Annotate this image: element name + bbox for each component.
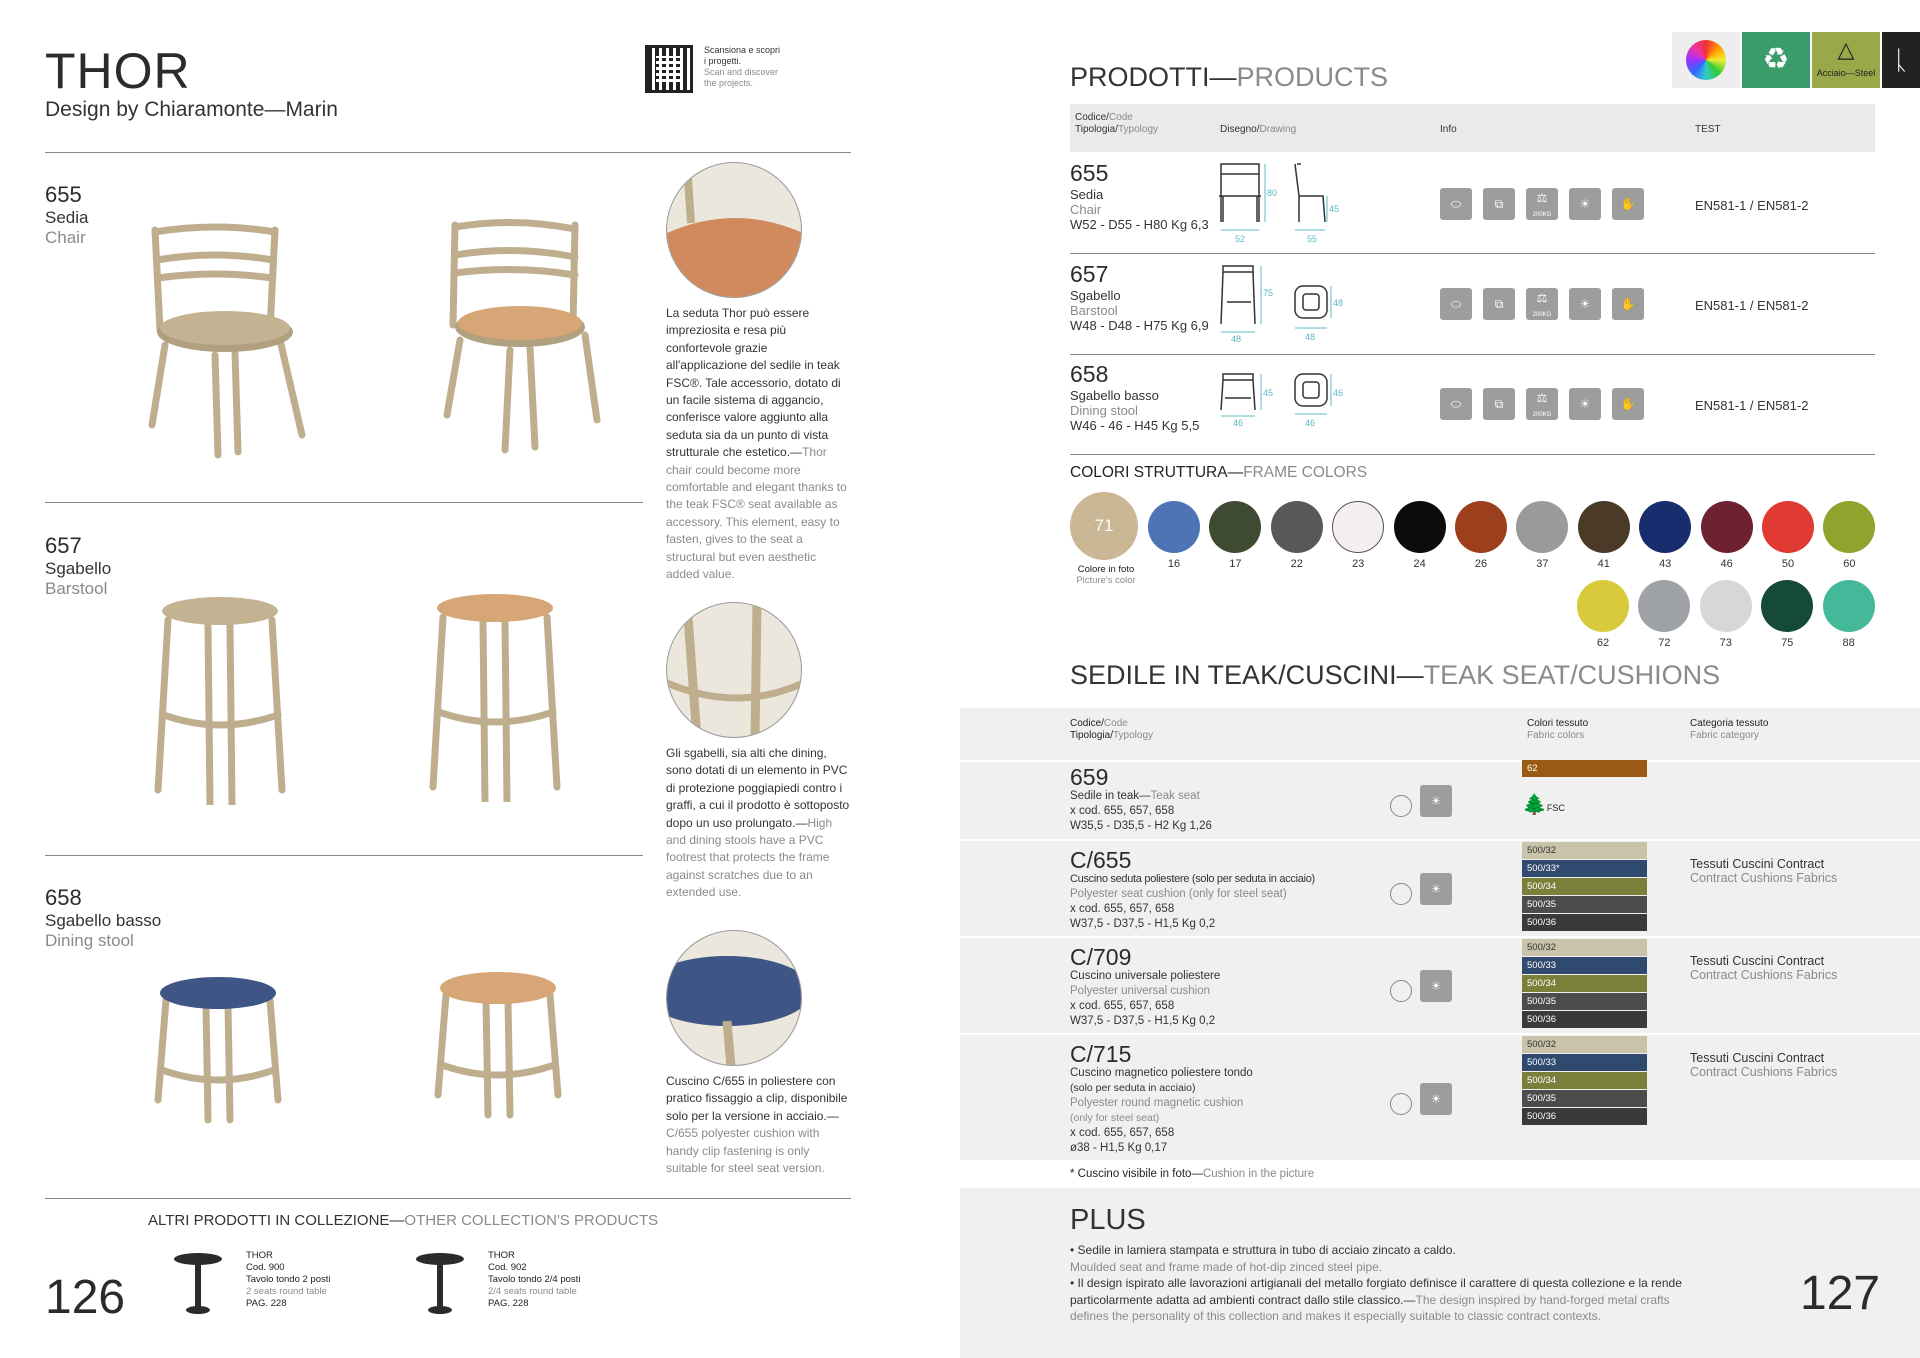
- svg-text:45: 45: [1329, 204, 1340, 214]
- color-swatch-label: 37: [1536, 558, 1549, 570]
- color-swatch: [1700, 580, 1752, 632]
- detail-teak-seat-image: [666, 162, 802, 298]
- seat-shape-icon: ⬭: [1440, 188, 1472, 220]
- teak-cushions-title: SEDILE IN TEAK/CUSCINI—TEAK SEAT/CUSHIONS: [1070, 660, 1721, 690]
- fabric-chip: 500/36: [1522, 1108, 1647, 1125]
- seat-shape-icon: ⬭: [1440, 388, 1472, 420]
- picture-color-swatch: 71: [1070, 492, 1138, 560]
- description-teak-seat: La seduta Thor può essere impreziosita e resa più confortevole grazie all'applicazione del sedile in teak FSC®. Tale accessorio, dotato di un facile sistema di aggancio, conferisce valore aggiunto alla seduta sia da un punto di vista strutturale che estetico.—Thor chair could become more comfortable and elegant thanks to the teak FSC® seat available as accessory. This element, easy to fasten, gives to the seat a structural but even aesthetic added value.: [666, 306, 847, 582]
- fabric-chip: 500/35: [1522, 1090, 1647, 1107]
- drawing-657: [1215, 262, 1365, 344]
- stool-658-teak-image: [428, 970, 568, 1120]
- products-table-header: Codice/Code Tipologia/Typology Disegno/Drawing Info TEST: [1070, 104, 1875, 152]
- color-swatch: [1701, 501, 1753, 553]
- color-wheel-icon: [1672, 32, 1740, 88]
- color-swatch: [1639, 501, 1691, 553]
- weight-label: 200KG: [1532, 412, 1552, 418]
- color-swatch: [1761, 580, 1813, 632]
- fsc-logo: 🌲FSC: [1522, 794, 1565, 816]
- color-swatch-label: 62: [1596, 637, 1610, 649]
- table-900-image: [172, 1253, 224, 1315]
- left-product-657: 657 Sgabello Barstool: [45, 533, 112, 598]
- detail-footrest-image: [666, 602, 802, 738]
- fabric-chip: 500/36: [1522, 914, 1647, 931]
- fabric-chip: 500/35: [1522, 993, 1647, 1010]
- color-swatch: [1271, 501, 1323, 553]
- svg-text:55: 55: [1307, 234, 1318, 244]
- color-swatch: [1638, 580, 1690, 632]
- weight-label: 200KG: [1532, 212, 1552, 218]
- weight-icon: ⚖ 200KG: [1526, 288, 1558, 320]
- color-swatch-label: 16: [1167, 558, 1181, 570]
- color-swatch-label: 43: [1659, 558, 1672, 570]
- test-658: EN581-1 / EN581-2: [1695, 398, 1809, 413]
- page-number-right: 127: [1800, 1267, 1881, 1320]
- left-product-655: 655 Sedia Chair: [45, 182, 89, 247]
- color-swatch-label: 75: [1781, 637, 1794, 649]
- color-swatch-label: 41: [1597, 558, 1610, 570]
- color-swatch-label: 50: [1781, 558, 1795, 570]
- chair-655-steel-image: [140, 220, 320, 465]
- qr-caption: Scansiona e scopri i progetti. Scan and discover the projects.: [704, 45, 781, 88]
- weather-icon: ☀: [1420, 785, 1452, 817]
- fabric-category-c709: Tessuti Cuscini Contract Contract Cushions Fabrics: [1690, 954, 1838, 982]
- fabric-chip: 500/32: [1522, 842, 1647, 859]
- barstool-657-teak-image: [425, 592, 565, 802]
- other-product-900[interactable]: THOR Cod. 900 Tavolo tondo 2 posti 2 seats round table PAG. 228: [246, 1250, 331, 1309]
- fabric-category-c655: Tessuti Cuscini Contract Contract Cushions Fabrics: [1690, 857, 1838, 885]
- weight-label: 200KG: [1532, 312, 1552, 318]
- stool-658-cushion-image: [148, 975, 288, 1125]
- color-swatch-label: 72: [1658, 637, 1671, 649]
- other-product-902[interactable]: THOR Cod. 902 Tavolo tondo 2/4 posti 2/4 seats round table PAG. 228: [488, 1250, 581, 1309]
- stackable-icon: ⧉: [1483, 188, 1515, 220]
- fabric-chip: 500/32: [1522, 1036, 1647, 1053]
- color-swatch-label: 24: [1413, 558, 1426, 570]
- color-swatch-label: 73: [1719, 637, 1732, 649]
- weight-icon: ⚖ 200KG: [1526, 188, 1558, 220]
- weather-icon: ☀: [1569, 388, 1601, 420]
- product-row-657: 657 Sgabello Barstool W48 - D48 - H75 Kg 6,9: [1070, 261, 1209, 333]
- svg-text:45: 45: [1263, 388, 1274, 398]
- color-swatch-label: 60: [1843, 558, 1856, 570]
- cushion-row-c709: C/709 Cuscino universale poliestere Polyester universal cushion x cod. 655, 657, 658 W37,5 - D37,5 - H1,5 Kg 0,2: [1070, 944, 1221, 1027]
- svg-text:48: 48: [1305, 332, 1316, 342]
- other-products-title: ALTRI PRODOTTI IN COLLEZIONE—OTHER COLLECTION'S PRODUCTS: [148, 1212, 659, 1229]
- weather-icon: ☀: [1569, 188, 1601, 220]
- svg-text:52: 52: [1235, 234, 1246, 244]
- cushion-row-659: 659 Sedile in teak—Teak seat x cod. 655, 657, 658 W35,5 - D35,5 - H2 Kg 1,26: [1070, 764, 1212, 832]
- svg-text:46: 46: [1233, 418, 1244, 428]
- color-swatch-label: 26: [1474, 558, 1488, 570]
- recycle-icon: ♻: [1742, 32, 1810, 88]
- fabric-chip: 500/33: [1522, 1054, 1647, 1071]
- fabric-chip: 500/34: [1522, 1072, 1647, 1089]
- test-657: EN581-1 / EN581-2: [1695, 298, 1809, 313]
- color-swatch: [1823, 501, 1875, 553]
- weather-icon: ☀: [1420, 873, 1452, 905]
- seat-shape-icon: [1390, 883, 1412, 905]
- drawing-658: [1215, 370, 1365, 432]
- product-row-655: 655 Sedia Chair W52 - D55 - H80 Kg 6,3: [1070, 160, 1209, 232]
- seat-shape-icon: [1390, 980, 1412, 1002]
- svg-text:80: 80: [1267, 188, 1278, 198]
- detail-cushion-image: [666, 930, 802, 1066]
- cleaning-icon: ✋: [1612, 288, 1644, 320]
- cleaning-icon: ✋: [1612, 388, 1644, 420]
- seat-shape-icon: ⬭: [1440, 288, 1472, 320]
- drawing-655: [1215, 160, 1365, 245]
- color-swatch-label: 17: [1229, 558, 1242, 570]
- fabric-category-c715: Tessuti Cuscini Contract Contract Cushions Fabrics: [1690, 1051, 1838, 1079]
- fabric-chip: 500/33*: [1522, 860, 1647, 877]
- weather-icon: ☀: [1420, 1083, 1452, 1115]
- brand-title: THOR: [45, 43, 191, 99]
- fabric-chip: 500/36: [1522, 1011, 1647, 1028]
- color-swatch: [1455, 501, 1507, 553]
- seat-shape-icon: [1390, 795, 1412, 817]
- svg-text:48: 48: [1231, 334, 1242, 344]
- color-swatch: [1516, 501, 1568, 553]
- color-swatch-label: 22: [1290, 558, 1303, 570]
- color-swatch: [1823, 580, 1875, 632]
- seat-shape-icon: [1390, 1093, 1412, 1115]
- stackable-icon: ⧉: [1483, 288, 1515, 320]
- color-swatch: [1578, 501, 1630, 553]
- description-cushion: Cuscino C/655 in poliestere con pratico fissaggio a clip, disponibile solo per la versione in acciaio.—C/655 polyester cushion with handy clip fastening is only suitable for steel seat version.: [666, 1074, 848, 1176]
- steel-badge: △ Acciaio—Steel: [1812, 32, 1880, 88]
- cleaning-icon: ✋: [1612, 188, 1644, 220]
- chair-icon: ᚳ: [1882, 32, 1920, 88]
- color-swatch: [1209, 501, 1261, 553]
- fabric-chip: 500/32: [1522, 939, 1647, 956]
- weather-icon: ☀: [1569, 288, 1601, 320]
- left-product-658: 658 Sgabello basso Dining stool: [45, 885, 162, 950]
- weight-icon: ⚖ 200KG: [1526, 388, 1558, 420]
- svg-text:46: 46: [1305, 418, 1316, 428]
- fabric-chip: 500/35: [1522, 896, 1647, 913]
- qr-code[interactable]: [645, 45, 693, 93]
- teak-color-chip: 62: [1522, 760, 1647, 777]
- cushions-table-header: Codice/Code Tipologia/Typology Colori tessuto Fabric colors Categoria tessuto Fabric category: [960, 708, 1920, 760]
- color-swatch: [1332, 501, 1384, 553]
- cushion-note: * Cuscino visibile in foto—Cushion in the picture: [1070, 1168, 1315, 1180]
- frame-colors-title: COLORI STRUTTURA—FRAME COLORS: [1070, 464, 1368, 481]
- plus-panel: PLUS • Sedile in lamiera stampata e struttura in tubo di acciaio zincato a caldo. Moulded seat and frame made of hot-dip zinced steel pipe. • Il design ispirato alle lavorazioni artigianali del metallo forgiato definisce il carattere di questa collezione e la rende particolarmente adatta ad ambienti contract dallo stile classico.—The design inspired by hand-forged metal crafts defines the personality of this collection and makes it especially suitable to classic contract contexts. 127: [960, 1188, 1920, 1358]
- weather-icon: ☀: [1420, 970, 1452, 1002]
- color-swatch: [1762, 501, 1814, 553]
- description-footrest: Gli sgabelli, sia alti che dining, sono dotati di un elemento in PVC di protezione poggiapiedi contro i graffi, a cui il prodotto è sottoposto dopo un uso prolungato.—High and dining stools have a PVC footrest that protects the frame against scratches due to an extended use.: [666, 746, 850, 900]
- color-swatch: [1148, 501, 1200, 553]
- fabric-chip: 500/34: [1522, 975, 1647, 992]
- test-655: EN581-1 / EN581-2: [1695, 198, 1809, 213]
- fabric-chip: 500/33: [1522, 957, 1647, 974]
- svg-text:75: 75: [1263, 288, 1274, 298]
- stackable-icon: ⧉: [1483, 388, 1515, 420]
- svg-text:46: 46: [1333, 388, 1344, 398]
- color-swatch-label: 46: [1720, 558, 1733, 570]
- picture-color-label: Colore in foto Picture's color: [1076, 564, 1136, 586]
- color-swatch-label: 23: [1352, 558, 1365, 570]
- table-902-image: [414, 1253, 466, 1315]
- color-swatch: [1394, 501, 1446, 553]
- cushion-row-c655: C/655 Cuscino seduta poliestere (solo per seduta in acciaio) Polyester seat cushion (only for steel seat) x cod. 655, 657, 658 W37,5 - D37,5 - H1,5 Kg 0,2: [1070, 847, 1315, 930]
- chair-655-teak-image: [425, 215, 605, 460]
- cushion-row-c715: C/715 Cuscino magnetico poliestere tondo (solo per seduta in acciaio) Polyester round magnetic cushion (only for steel seat) x cod. 655, 657, 658 ø38 - H1,5 Kg 0,17: [1070, 1041, 1253, 1154]
- product-row-658: 658 Sgabello basso Dining stool W46 - 46 - H45 Kg 5,5: [1070, 361, 1200, 433]
- color-swatch: [1577, 580, 1629, 632]
- svg-text:48: 48: [1333, 298, 1344, 308]
- barstool-657-steel-image: [150, 595, 290, 805]
- fabric-chip: 500/34: [1522, 878, 1647, 895]
- products-title: PRODOTTI—PRODUCTS: [1070, 62, 1389, 92]
- color-swatch-label: 88: [1842, 637, 1855, 649]
- page-number-left: 126: [45, 1271, 126, 1324]
- designer-credit: Design by Chiaramonte—Marin: [45, 98, 338, 121]
